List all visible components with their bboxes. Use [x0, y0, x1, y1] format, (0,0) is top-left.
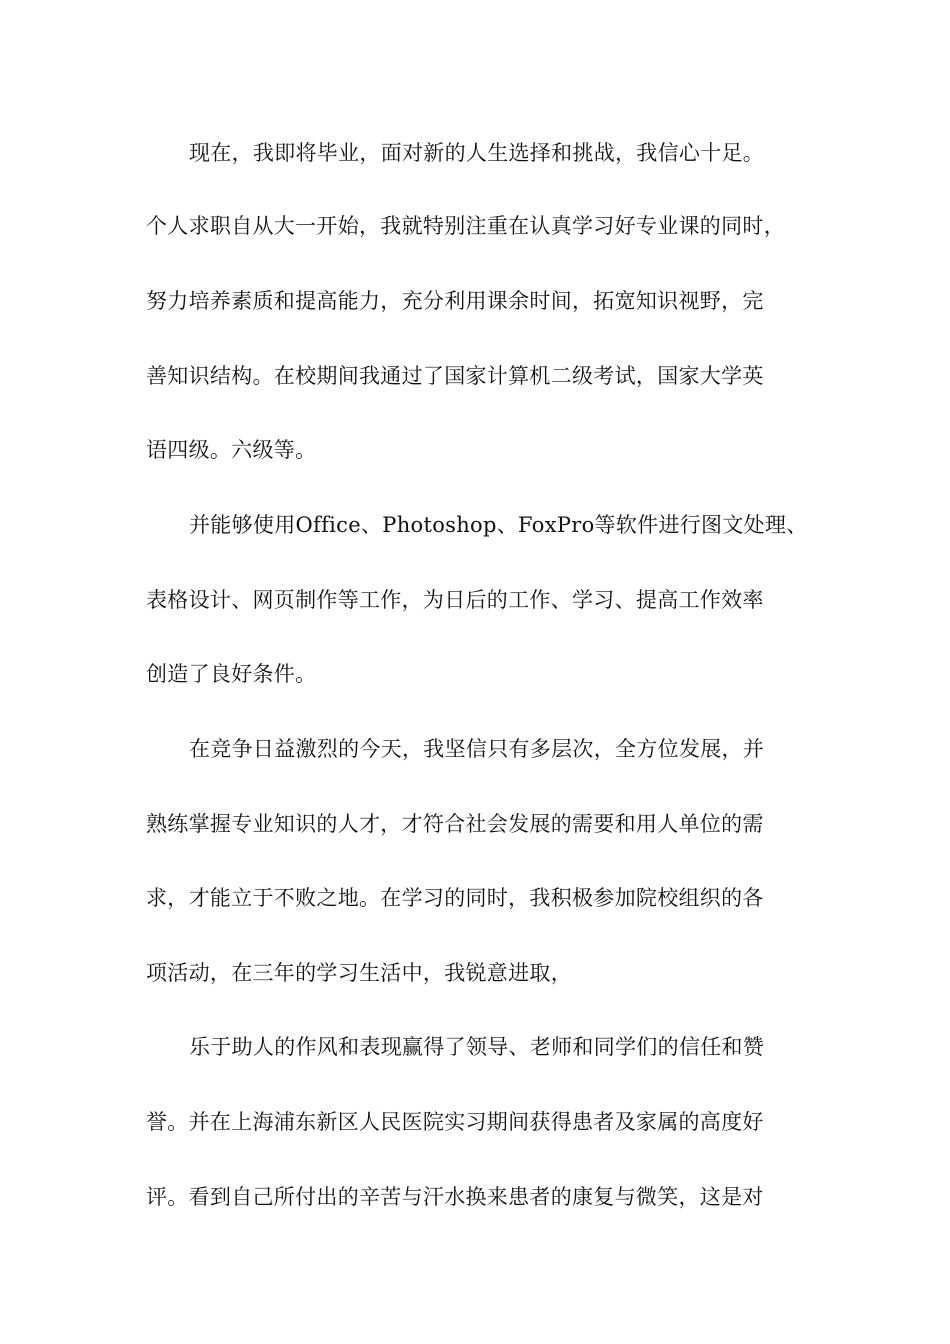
- paragraph-4-line-4: 项活动，在三年的学习生活中，我锐意进取，: [146, 961, 572, 985]
- paragraph-1-line-1: 现在，我即将毕业，面对新的人生选择和挑战，我信心十足。: [189, 141, 765, 165]
- paragraph-3-line-2: 表格设计、网页制作等工作，为日后的工作、学习、提高工作效率: [146, 588, 764, 612]
- paragraph-3-line-1: 并能够使用Office、Photoshop、FoxPro等软件进行图文处理、: [189, 513, 808, 537]
- paragraph-4-line-2: 熟练掌握专业知识的人才，才符合社会发展的需要和用人单位的需: [146, 812, 764, 836]
- paragraph-2-line-4: 语四级。六级等。: [146, 438, 317, 462]
- paragraph-5-line-1: 乐于助人的作风和表现赢得了领导、老师和同学们的信任和赞: [189, 1035, 765, 1059]
- paragraph-4-line-1: 在竞争日益激烈的今天，我坚信只有多层次，全方位发展，并: [189, 737, 765, 761]
- paragraph-2-line-1: 个人求职自从大一开始，我就特别注重在认真学习好专业课的同时，: [146, 214, 785, 238]
- paragraph-2-line-2: 努力培养素质和提高能力，充分利用课余时间，拓宽知识视野，完: [146, 289, 764, 313]
- paragraph-2-line-3: 善知识结构。在校期间我通过了国家计算机二级考试，国家大学英: [146, 364, 764, 388]
- paragraph-5-line-3: 评。看到自己所付出的辛苦与汗水换来患者的康复与微笑，这是对: [146, 1185, 764, 1209]
- paragraph-3-line-3: 创造了良好条件。: [146, 662, 317, 686]
- paragraph-4-line-3: 求，才能立于不败之地。在学习的同时，我积极参加院校组织的各: [146, 886, 764, 910]
- paragraph-5-line-2: 誉。并在上海浦东新区人民医院实习期间获得患者及家属的高度好: [146, 1110, 764, 1134]
